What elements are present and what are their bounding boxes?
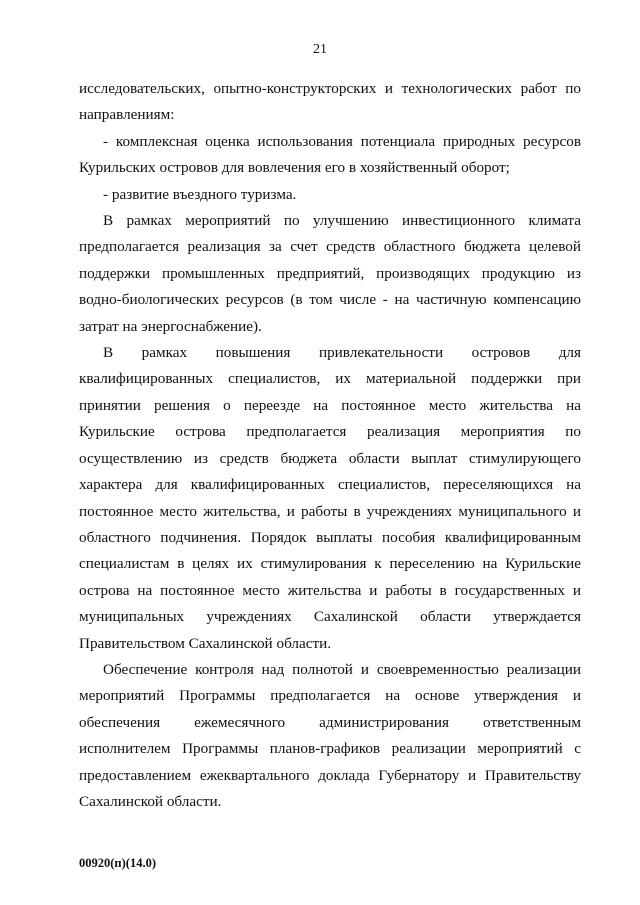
paragraph-6: Обеспечение контроля над полнотой и своевременностью реализации мероприятий Программы предполагается на основе утверждения и обеспечения ежемесячного администрирования ответственным исполнителем Программы планов-графиков реализации мероприятий с предоставлением ежеквартального доклада Губернатору и Правительству Сахалинской области. xyxy=(79,660,581,810)
paragraph-1: исследовательских, опытно-конструкторских и технологических работ по направлениям: xyxy=(79,80,581,124)
document-body xyxy=(79,76,581,815)
paragraph-5: В рамках повышения привлекательности островов для квалифицированных специалистов, их материальной поддержки при принятии решения о переезде на постоянное место жительства на Курильские острова предполагается реализация мероприятия по осуществлению из средств бюджета области выплат стимулирующего характера для квалифицированных специалистов, переселяющихся на постоянное место жительства, и работы в учреждениях муниципального и областного подчинения. Порядок выплаты пособия квалифицированным специалистам в целях их стимулирования к переселению на Курильские острова на постоянное место жительства и работы в государственных и муниципальных учреждениях Сахалинской области утверждается Правительством Сахалинской области. xyxy=(79,344,581,652)
document-code: 00920(п)(14.0) xyxy=(79,856,156,870)
paragraph-4: В рамках мероприятий по улучшению инвестиционного климата предполагается реализация за счет средств областного бюджета целевой поддержки промышленных предприятий, производящих продукцию из водно-биологических ресурсов (в том числе - на частичную компенсацию затрат на энергоснабжение). xyxy=(79,212,581,335)
paragraph-2: - комплексная оценка использования потенциала природных ресурсов Курильских островов для вовлечения его в хозяйственный оборот; xyxy=(79,132,581,177)
page-number: 21 xyxy=(313,42,327,57)
paragraph-3: - развитие въездного туризма. xyxy=(103,185,297,203)
